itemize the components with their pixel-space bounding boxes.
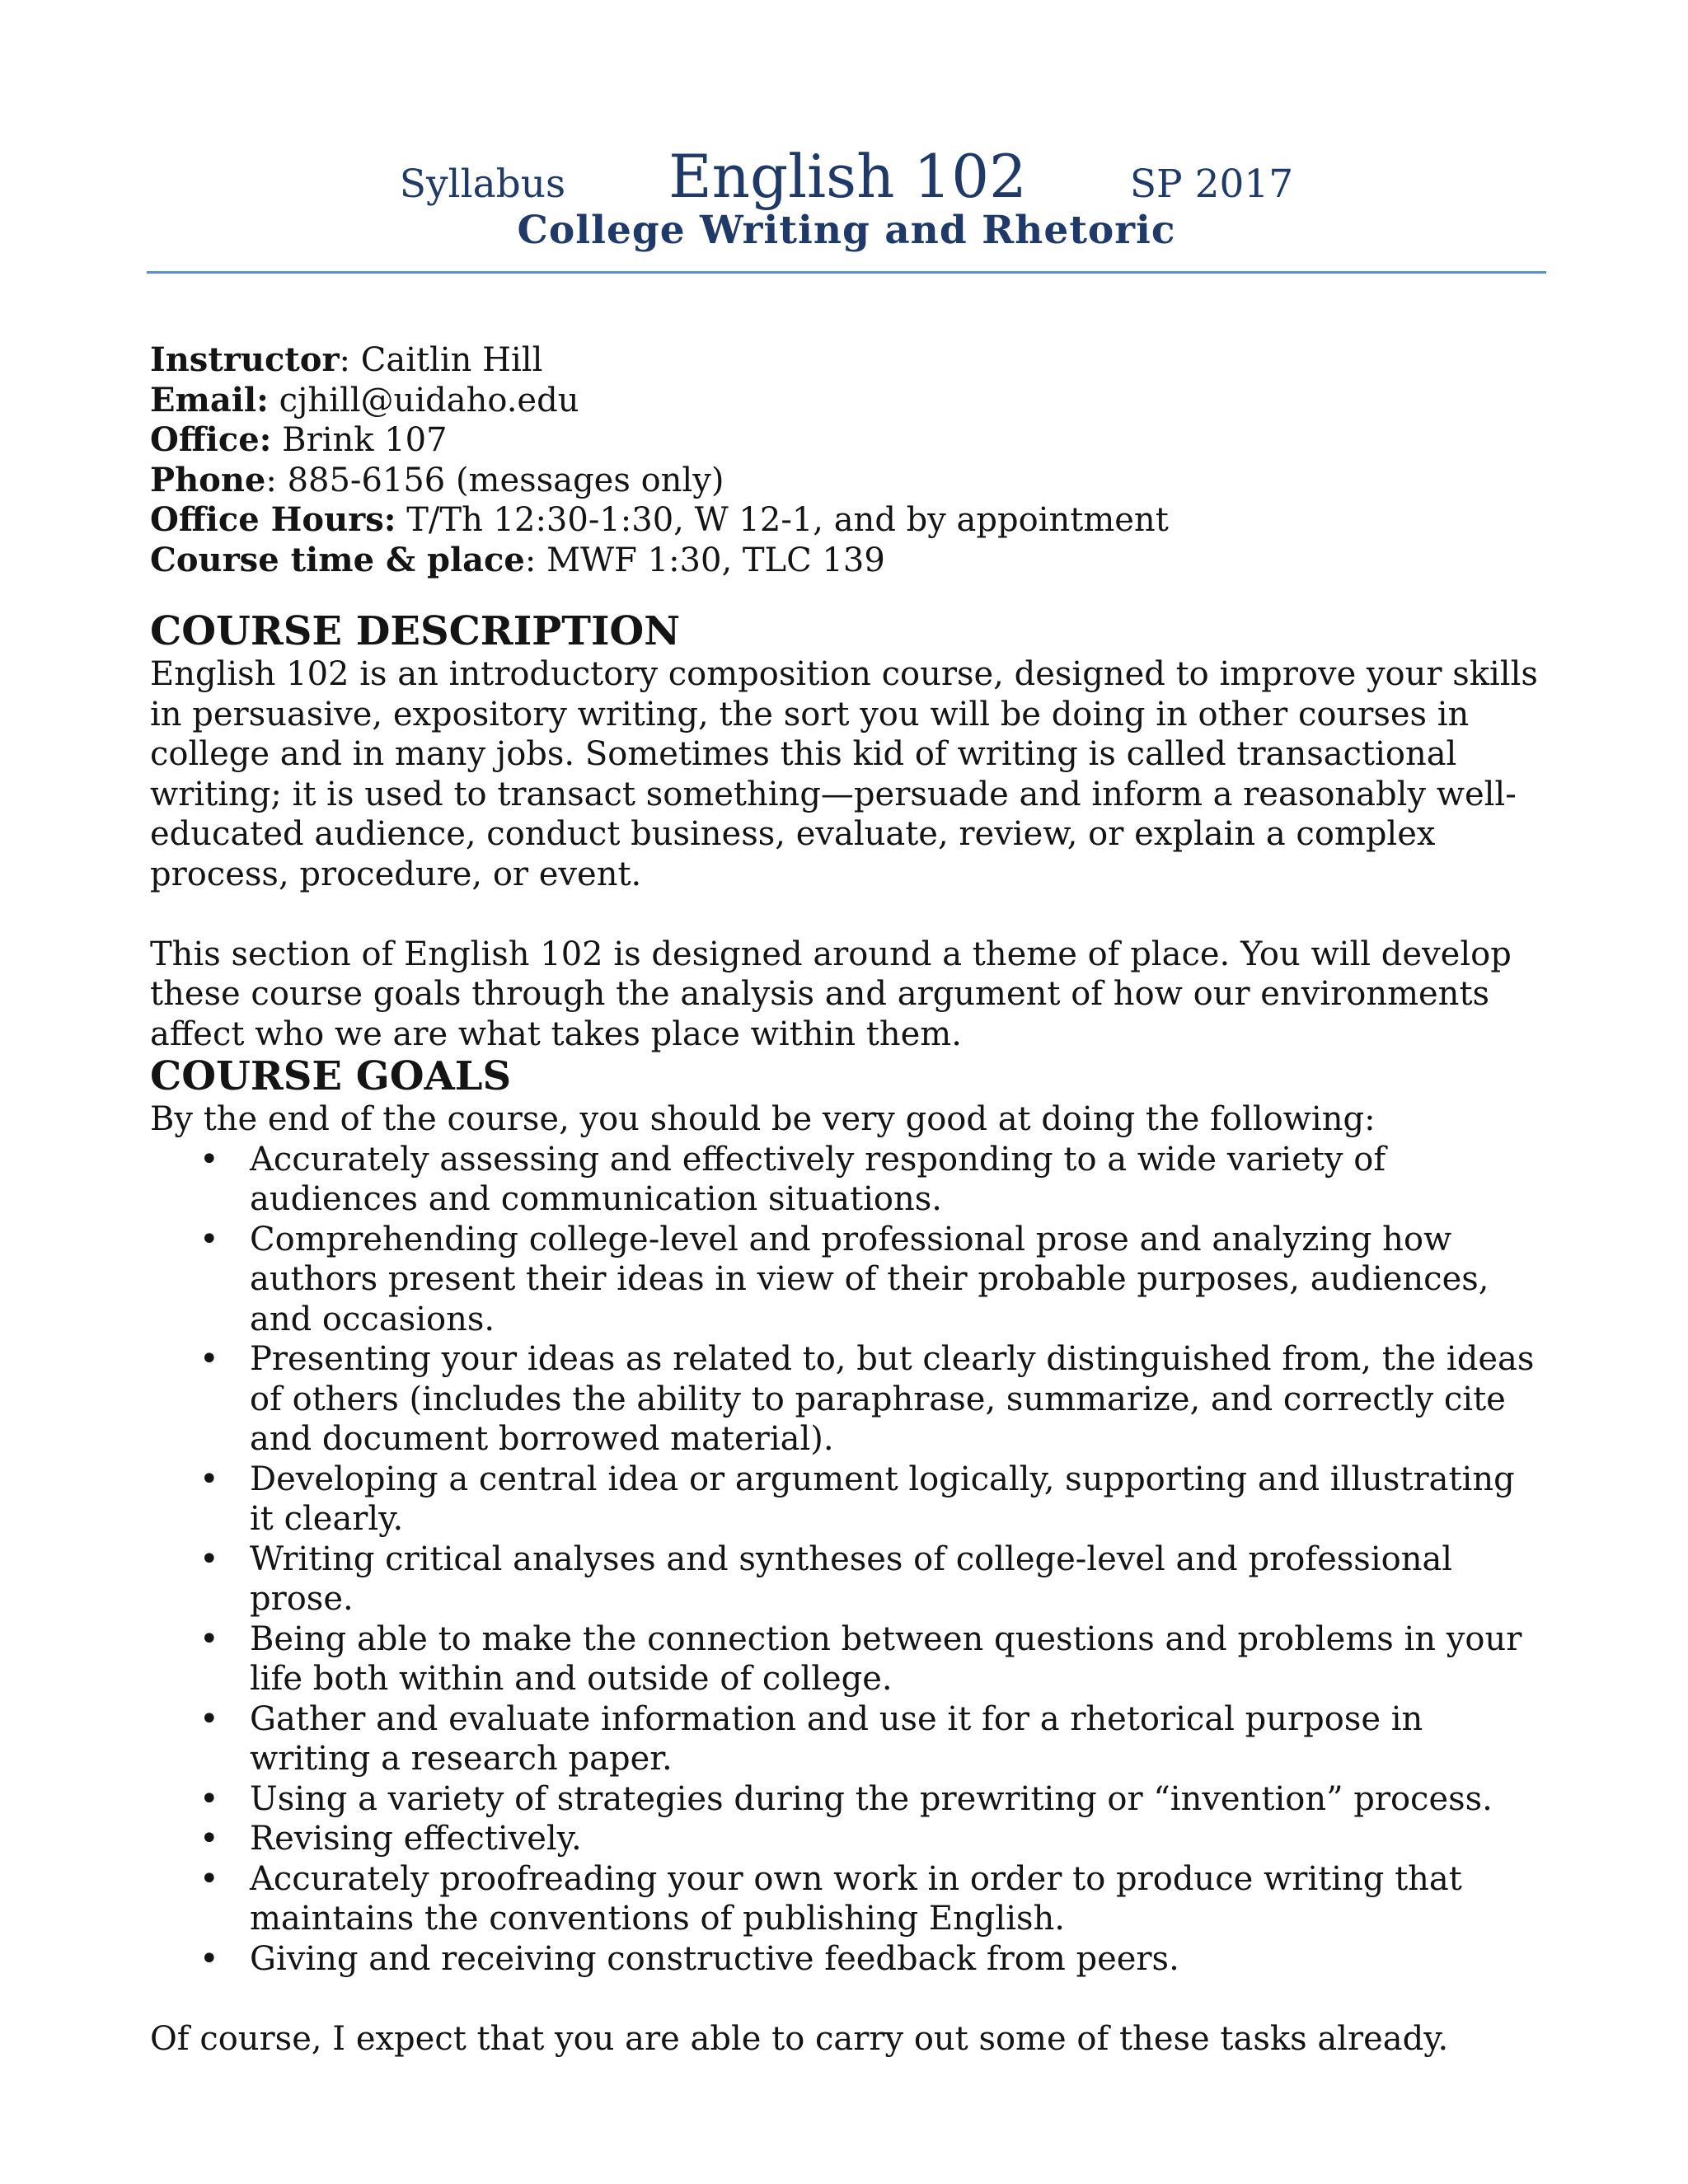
goals-list <box>150 1140 1543 1980</box>
goal-item: • Comprehending college-level and professional prose and analyzing how authors present their ideas in view of their probable purposes, audiences, and occasions. <box>150 1220 1543 1340</box>
goal-item: • Revising effectively. <box>150 1819 1543 1859</box>
info-sep: : <box>524 541 547 579</box>
goal-item: • Accurately proofreading your own work in order to produce writing that maintains the conventions of publishing English. <box>150 1859 1543 1939</box>
term-label: SP 2017 <box>1129 162 1294 207</box>
info-label: Email: <box>150 380 269 419</box>
syllabus-header <box>150 142 1543 253</box>
course-goals-heading: COURSE GOALS <box>150 1053 512 1099</box>
goals-intro: By the end of the course, you should be very good at doing the following: <box>150 1100 1376 1138</box>
header-label: Syllabus <box>399 162 566 207</box>
course-time-value: MWF 1:30, TLC 139 <box>546 541 885 579</box>
goal-item: • Developing a central idea or argument logically, supporting and illustrating it clearly. <box>150 1460 1543 1540</box>
info-sep <box>269 382 279 419</box>
course-description-heading: COURSE DESCRIPTION <box>150 608 681 654</box>
info-sep <box>271 421 282 459</box>
goal-item: • Gather and evaluate information and use it for a rhetorical purpose in writing a research paper. <box>150 1699 1543 1779</box>
goal-item: • Writing critical analyses and syntheses of college-level and professional prose. <box>150 1540 1543 1619</box>
description-paragraph-1: English 102 is an introductory composition course, designed to improve your skills in persuasive, expository writing, the sort you will be doing in other courses in college and in many jobs. Sometimes this kid of writing is called transactional writing; it is used to transact something—persuade and inform a reasonably well-educated audience, conduct business, evaluate, review, or explain a complex process, procedure, or event. <box>150 655 1538 893</box>
info-sep <box>396 501 407 539</box>
goals-closing: Of course, I expect that you are able to carry out some of these tasks already. <box>150 2019 1449 2058</box>
info-label: Instructor <box>150 340 340 379</box>
goal-item: • Using a variety of strategies during the prewriting or “invention” process. <box>150 1779 1543 1820</box>
info-line-office-hours <box>150 500 1169 541</box>
goal-item: • Presenting your ideas as related to, but clearly distinguished from, the ideas of others (includes the ability to paraphrase, summarize, and correctly cite and document borrowed material). <box>150 1339 1543 1460</box>
course-description-section <box>150 608 1543 1054</box>
info-label: Course time & place <box>150 540 525 579</box>
phone-value: 885-6156 (messages only) <box>287 461 724 499</box>
goal-item: • Accurately assessing and effectively responding to a wide variety of audiences and communication situations. <box>150 1140 1543 1220</box>
info-line-office <box>150 420 1169 461</box>
course-subtitle: College Writing and Rhetoric <box>517 208 1176 253</box>
info-line-email <box>150 381 1169 421</box>
info-line-instructor <box>150 340 1169 381</box>
instructor-name: Caitlin Hill <box>360 341 543 379</box>
email-link[interactable]: cjhill@uidaho.edu <box>279 381 579 419</box>
course-goals-section <box>150 1053 1543 2059</box>
header-row <box>150 142 1543 211</box>
info-label: Phone <box>150 460 266 499</box>
info-line-course-time <box>150 541 1169 581</box>
info-label: Office: <box>150 420 272 459</box>
header-divider <box>147 271 1546 274</box>
office-value: Brink 107 <box>282 421 448 459</box>
description-paragraph-2: This section of English 102 is designed around a theme of place. You will develop these course goals through the analysis and argument of how our environments affect who we are what takes place within them. <box>150 935 1512 1053</box>
info-label: Office Hours: <box>150 500 396 539</box>
course-title: English 102 <box>668 142 1027 211</box>
goal-item: • Being able to make the connection between questions and problems in your life both within and outside of college. <box>150 1619 1543 1699</box>
goal-item: • Giving and receiving constructive feedback from peers. <box>150 1939 1543 1980</box>
info-line-phone <box>150 461 1169 501</box>
info-sep: : <box>339 341 361 379</box>
office-hours-value: T/Th 12:30-1:30, W 12-1, and by appointment <box>406 501 1169 539</box>
instructor-info <box>150 340 1169 580</box>
info-sep: : <box>265 461 288 499</box>
